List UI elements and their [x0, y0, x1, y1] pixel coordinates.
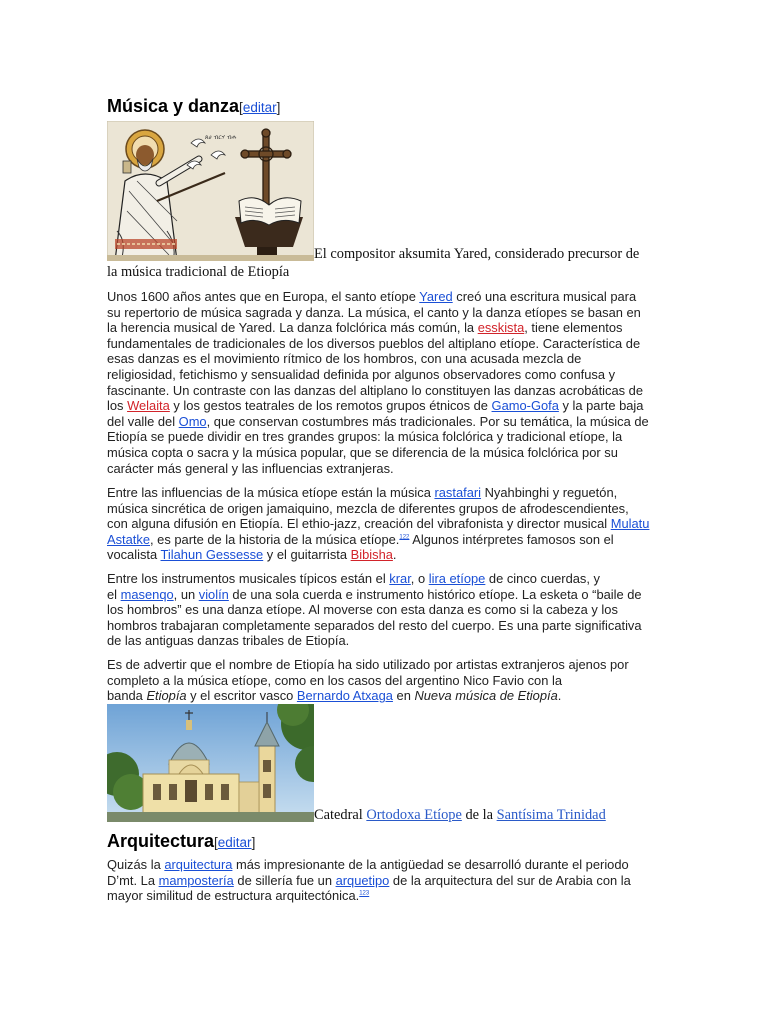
text: mayor similitud de estructura arquitectónica.: [107, 888, 360, 904]
link-bibisha[interactable]: Bibisha: [350, 547, 393, 563]
text: Entre las influencias de la música etíope están la música: [107, 485, 435, 500]
text: los: [107, 398, 128, 414]
text: en: [392, 688, 415, 704]
link-ortodoxa-etiope[interactable]: Ortodoxa Etíope: [366, 807, 462, 823]
text: , un: [173, 586, 199, 602]
text: con alguna difusión en Etiopía. El ethio-jazz, creación del vibrafonista y director musical: [107, 516, 611, 532]
figure-caption-line1: El compositor aksumita Yared, considerado precursor de: [314, 246, 640, 262]
link-krar[interactable]: krar: [389, 571, 411, 586]
text: y la parte baja: [558, 398, 644, 414]
text: creó una escritura musical para: [452, 289, 637, 304]
text-line: religiosidad, fetichismo y sensualidad definida por algunos observadores como confusa y: [107, 366, 616, 382]
text-line: música sincrética de origen jamaiquino, mezcla de diferentes grupos de afrodescendientes,: [107, 500, 629, 516]
figure-caption-cathedral: [314, 807, 606, 824]
text: banda: [107, 688, 147, 704]
text-line: fascinante. Un contraste con las danzas del altiplano lo constituyen las danzas acrobáticas de: [107, 382, 644, 398]
text: del valle del: [107, 413, 179, 429]
edit-section-wrapper: [214, 835, 255, 850]
link-arquitectura[interactable]: arquitectura: [164, 857, 233, 872]
text: Nyahbinghi y reguetón,: [481, 485, 618, 500]
link-masenqo[interactable]: masenqo: [120, 586, 174, 602]
text: Dʼmt. La: [107, 872, 159, 888]
text: .: [392, 547, 397, 563]
link-santisima-trinidad[interactable]: Santísima Trinidad: [496, 807, 606, 823]
edit-link[interactable]: editar: [242, 100, 277, 115]
edit-link[interactable]: editar: [217, 835, 252, 850]
figure-caption-line2: la música tradicional de Etiopía: [107, 264, 290, 280]
link-omo[interactable]: Omo: [178, 413, 207, 429]
text: la herencia musical de Yared. La danza folclórica más común, la: [107, 320, 478, 336]
link-mulatu-astatke-cont[interactable]: Astatke: [107, 531, 150, 547]
yared-painting-image: [107, 121, 314, 261]
text: y el guitarrista: [263, 547, 351, 563]
reference-link[interactable]: 122: [399, 534, 410, 541]
text: .: [557, 688, 562, 704]
figure-inscription: ጸሀ ብርሃ ብሐ: [205, 134, 237, 141]
text-line: Etiopía se puede dividir en tres grandes grupos: la música folclórica y tradicional etíope, la: [107, 429, 623, 445]
link-mulatu-astatke[interactable]: Mulatu: [610, 516, 650, 532]
edit-bracket-close: ]: [276, 100, 281, 115]
text: , es parte de la historia de la música etíope.: [150, 531, 400, 547]
yared-painting-illustration: [107, 121, 314, 261]
link-rastafari[interactable]: rastafari: [434, 485, 482, 500]
link-bernardo-atxaga[interactable]: Bernardo Atxaga: [296, 688, 393, 704]
text: Quizás la: [107, 857, 165, 872]
section-title: Música y danza: [107, 96, 240, 116]
text: y el escritor vasco: [186, 688, 297, 704]
edit-bracket-open: [: [239, 100, 243, 115]
text: , que conservan costumbres más tradicionales. Por su temática, la música de: [206, 413, 649, 429]
link-lira-etiope[interactable]: lira etíope: [428, 571, 486, 586]
cathedral-illustration: [107, 704, 314, 822]
text: , o: [410, 571, 429, 586]
link-tilahun-gessesse[interactable]: Tilahun Gessesse: [160, 547, 264, 563]
section-heading-musica: [107, 96, 280, 117]
text: de la arquitectura del sur de Arabia con la: [389, 872, 631, 888]
link-esskista[interactable]: esskista: [477, 320, 525, 336]
text-line: música copta o sacra y la música popular, que se diferencia de la música folclórica por su: [107, 444, 618, 460]
text: de sillería fue un: [233, 872, 336, 888]
text-line: completo a la música etíope, como en los casos del argentino Nico Favio con la: [107, 672, 562, 688]
text-line: Es de advertir que el nombre de Etiopía ha sido utilizado por artistas extranjeros ajenos por: [107, 657, 629, 672]
link-mamposteria[interactable]: mampostería: [158, 872, 234, 888]
section-heading-arquitectura: [107, 831, 255, 852]
edit-bracket-open: [: [214, 835, 218, 850]
text: y los gestos teatrales de los remotos grupos étnicos de: [169, 398, 492, 414]
text: Entre los instrumentos musicales típicos están el: [107, 571, 390, 586]
text-line: hombros trabajaran completamente separados del resto del cuerpo. Es una parte significativa: [107, 617, 642, 633]
text: Catedral: [314, 807, 367, 823]
text: vocalista: [107, 547, 161, 563]
paragraph-4: [107, 657, 667, 704]
section-title: Arquitectura: [107, 831, 215, 851]
text-line: fundamentales de tradicionales de los diversos pueblos del altiplano etíope. Característica de: [107, 335, 641, 351]
paragraph-1: [107, 289, 667, 476]
link-violin[interactable]: violín: [198, 586, 229, 602]
text: de una sola cuerda e instrumento histórico etíope. La esketa o “baile de: [228, 586, 642, 602]
text: de cinco cuerdas, y: [485, 571, 600, 586]
text-line: de las antiguas danzas tribales de Etiopía.: [107, 633, 350, 649]
text-line: su repertorio de música sagrada y danza. La música, el canto y la danza etíopes se basan en: [107, 304, 641, 320]
edit-bracket-close: ]: [251, 835, 256, 850]
paragraph-3: [107, 571, 667, 649]
edit-section-wrapper: [239, 100, 280, 115]
reference-link[interactable]: 123: [359, 890, 370, 897]
paragraph-2: [107, 485, 667, 563]
text: más impresionante de la antigüedad se desarrolló durante el periodo: [232, 857, 629, 872]
italic-text: Etiopía: [146, 688, 187, 704]
text: de la: [461, 807, 497, 823]
italic-text: Nueva música de Etiopía: [414, 688, 558, 704]
text-line: los hombros” es una danza etíope. Al moverse con esta danza es como si la cabeza y los: [107, 602, 618, 618]
cathedral-photo-image: [107, 704, 314, 822]
link-gamo-gofa[interactable]: Gamo-Gofa: [491, 398, 559, 414]
link-yared[interactable]: Yared: [419, 289, 453, 304]
text: el: [107, 586, 121, 602]
text: , tiene elementos: [524, 320, 623, 336]
text: Unos 1600 años antes que en Europa, el santo etíope: [107, 289, 420, 304]
text: Algunos intérpretes famosos son el: [409, 531, 614, 547]
link-arquetipo[interactable]: arquetipo: [335, 872, 390, 888]
text-line: carácter más general y las influencias extranjeras.: [107, 460, 394, 476]
text-line: esas danzas es el movimiento rítmico de los hombros, con una acusada mezcla de: [107, 351, 582, 367]
link-welaita[interactable]: Welaita: [127, 398, 170, 414]
paragraph-5: [107, 857, 667, 904]
